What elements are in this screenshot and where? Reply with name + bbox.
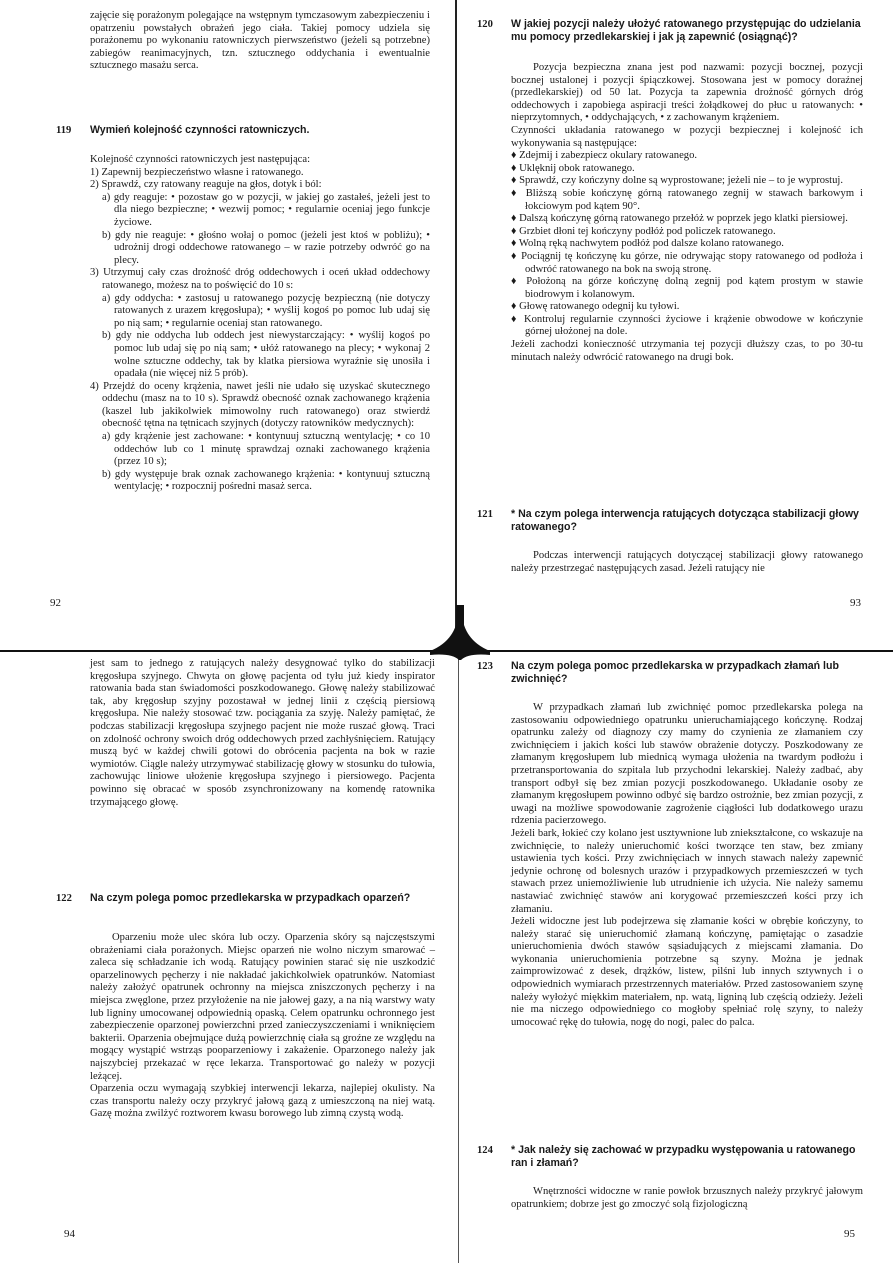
list-item: 4) Przejdź do oceny krążenia, nawet jeśli nie udało się uzyskać skutecznego oddechu (masz na to 10 s). Sprawdź obecność oznak zachowanego krążenia (kaszel lub jakikolwiek mimowolny ruch ratowanego) oraz stwierdź obecność tętna na tętnicach szyjnych (dotyczy ratowników medycznych): (90, 380, 430, 430)
page-95 (473, 656, 873, 1256)
page-number: 93 (850, 597, 861, 609)
question-title: W jakiej pozycji należy ułożyć ratowanego przystępując do udzielania mu pomocy przedlekarskiej i jak ją zapewnić (osiągnąć)? (511, 18, 861, 43)
step-item: ♦ Wolną ręką nachwytem podłóż pod dalsze kolano ratowanego. (511, 238, 784, 250)
paragraph: Jeżeli widoczne jest lub podejrzewa się złamanie kości w obrębie kończyny, to należy starać się unieruchomić złamaną kończynę, pamiętając o zasadzie unieruchomienia dwóch stawów sąsiadujących z miejscami złamania. Do wykonania unieruchomienia potrzebne są szyny. Można je jednak zaimprowizować z desek, drążków, listew, pilśni lub innych sztywnych i o odpowiednich wymiarach przestrzennych materiałów. Przed zastosowaniem szynę należy wyłożyć miękkim materiałem, np. watą, ligniną lub częścią odzieży. Jeżeli nie ma niczego odpowiedniego co mogłoby spełniać rolę szyny, to należy umocować rękę do tułowia, nogę do nogi, palec do palca. (511, 916, 863, 1028)
list-item: a) gdy oddycha: • zastosuj u ratowanego pozycję bezpieczną (nie dotyczy ratowanych z urazem kręgosłupa); • wyślij kogoś po pomoc lub udaj się po nią sam; • regularnie oceniaj stan ratowanego. (102, 292, 430, 329)
step-item: ♦ Pociągnij tę kończynę ku górze, nie odrywając stopy ratowanego od podłoża i odwróć ratowanego na bok na swoją stronę. (511, 250, 863, 275)
page-94 (50, 656, 445, 1256)
question-number: 119 (56, 125, 72, 136)
question-number: 124 (477, 1145, 493, 1156)
paragraph: Jeżeli zachodzi konieczność utrzymania tej pozycji dłuższy czas, to po 30-tu minutach należy odwrócić ratowanego na drugi bok. (511, 339, 863, 363)
question-title: * Na czym polega interwencja ratujących dotycząca stabilizacji głowy ratowanego? (511, 508, 859, 533)
paragraph: Podczas interwencji ratujących dotyczącej stabilizacji głowy ratowanego należy przestrzegać następujących zasad. Jeżeli ratujący nie (511, 550, 863, 574)
question-number: 123 (477, 661, 493, 672)
question-title: * Jak należy się zachować w przypadku występowania u ratowanego ran i złamań? (511, 1144, 856, 1169)
question-title: Wymień kolejność czynności ratowniczych. (90, 124, 310, 136)
step-item: ♦ Sprawdź, czy kończyny dolne są wyprostowane; jeżeli nie – to je wyprostuj. (511, 175, 843, 187)
page-number: 92 (50, 597, 61, 609)
question-number: 122 (56, 893, 72, 904)
question-119 (56, 124, 430, 137)
question-122 (56, 892, 435, 905)
step-item: ♦ Głowę ratowanego odegnij ku tyłowi. (511, 301, 680, 313)
lead-text: Kolejność czynności ratowniczych jest następująca: (90, 154, 311, 165)
intro-paragraph: zajęcie się porażonym polegające na wstępnym tymczasowym zabezpieczeniu i opatrzeniu powstałych obrażeń jego ciała. Takiej pomocy udziela się porażonemu po wykonaniu ratowniczych pierwszeństwo (jeżeli są potrzebne) zabiegów reanimacyjnych, tzn. sztucznego oddychania i ewentualnie sztucznego masażu serca. (90, 10, 430, 72)
question-120 (477, 18, 863, 44)
step-item: ♦ Uklęknij obok ratowanego. (511, 162, 635, 174)
paragraph: Wnętrzności widoczne w ranie powłok brzusznych należy przykryć jałowym opatrunkiem; dobrze jest go zmoczyć solą fizjologiczną (511, 1186, 863, 1210)
question-number: 120 (477, 19, 493, 30)
page-number: 94 (64, 1228, 75, 1240)
list-item: b) gdy nie reaguje: • głośno wołaj o pomoc (jeżeli jest ktoś w pobliżu); • udrożnij drogi oddechowe ratowanego – w razie potrzeby odwróć go na plecy. (102, 229, 430, 266)
list-item: 2) Sprawdź, czy ratowany reaguje na głos, dotyk i ból: (90, 179, 322, 191)
question-title: Na czym polega pomoc przedlekarska w przypadkach złamań lub zwichnięć? (511, 660, 839, 685)
paragraph: Pozycja bezpieczna znana jest pod nazwami: pozycji bocznej, pozycji bocznej ustalonej i pozycji śpiączkowej. Stosowana jest w pomocy doraźnej (przedlekarskiej) od 50 lat. Pozycja ta zapewnia drożność górnych dróg oddechowych i zapobiega aspiracji treści żołądkowej do płuc u ratowanych: • nieprzytomnych, • oddychających, • z zachowanym krążeniem. (511, 62, 863, 124)
paragraph: Oparzeniu może ulec skóra lub oczy. Oparzenia skóry są najczęstszymi obrażeniami ciała porażonych. Miejsc oparzeń nie wolno niczym smarować – zaleca się schładzanie ich wodą. Ratujący powinien starać się nie uszkodzić oparzelinowych pęcherzy i nie nakładać jakichkolwiek opatrunków. Natomiast należy założyć opatrunek ochronny na miejsca zniszczonych pęcherzy i na miejsca zwęglone, przez przyłożenie na nie jałowej gazy, a na nią warstwy waty lub ligniny umocowanej odpowiednią opaską. Celem opatrunku ochronnego jest zabezpieczenie oparzonej powierzchni przed zanieczyszczeniami i wniknięciem bakterii. Oparzenia obejmujące dużą powierzchnię ciała są groźne ze względu na mogący wystąpić wstrząs pooparzeniowy i zakażenie. Oparzonego należy jak najszybciej przekazać w ręce lekarza. Transportować go należy w pozycji leżącej. (90, 932, 435, 1082)
page-93 (473, 0, 873, 622)
paragraph: jest sam to jednego z ratujących należy desygnować tylko do stabilizacji kręgosłupa szyjnego. Chwyta on głowę pacjenta od tyłu już kiedy inspirator ratowania bada stan świadomości poszkodowanego. Głowę należy stabilizować tak, aby kręgosłup szyjny pozostawał w jednej linii z częścią piersiową kręgosłupa. Nie należy stosować tzw. pociągania za szyję. Należy pamiętać, że podczas stabilizacji kręgosłupa szyjnego pacjent nie może ruszać głową. Traci on zdolność ochrony swoich dróg oddechowych przed zachłyśnięciem. Ratujący muszą być w każdej chwili gotowi do obrócenia pacjenta na bok w razie wymiotów. Ciągle należy utrzymywać stabilizację głowy w stosunku do tułowia, zachowując liniowe ułożenie kręgosłupa szyjnego i piersiowego. Pacjenta powinno się obracać w sposób zsynchronizowany na komendę ratownika trzymającego głowę. (90, 658, 435, 808)
question-123 (477, 660, 863, 686)
paragraph: W przypadkach złamań lub zwichnięć pomoc przedlekarska polega na zastosowaniu odpowiedniego opatrunku unieruchamiającego kończynę. Rodzaj opatrunku zależy od diagnozy czy mamy do czynienia ze złamaniem czy zwichnięciem i jakich kości lub stawów obrażenie dotyczy. Poszkodowany ze złamanym kręgosłupem lub miednicą wymaga ułożenia na twardym podłożu i przetransportowania do szpitala lub przychodni lekarskiej. Należy zadbać, aby transport odbył się bez zmian pozycji poszkodowanego. Układanie osoby ze złamanym kręgosłupem powinno odbyć się bardzo ostrożnie, bez zmian pozycji, z uwagi na możliwe spowodowanie zagrożenie ciągłości lub dodatkowego urazu rdzenia pacierzowego. (511, 702, 863, 827)
question-number: 121 (477, 509, 493, 520)
paragraph: Oparzenia oczu wymagają szybkiej interwencji lekarza, najlepiej okulisty. Na czas transportu należy oczy przykryć jałową gazą z umieszczoną na niej watą. Gazę można zwilżyć roztworem kwasu borowego lub zimną czystą wodą. (90, 1083, 435, 1120)
list-item: a) gdy krążenie jest zachowane: • kontynuuj sztuczną wentylację; • co 10 oddechów lub co 1 minutę sprawdzaj oznaki zachowanego krążenia (przez 10 s); (102, 431, 430, 468)
book-spine-line-lower (458, 650, 459, 1263)
question-121 (477, 508, 863, 534)
paragraph: Czynności układania ratowanego w pozycji bezpiecznej i kolejność ich wykonywania są następujące: (511, 124, 863, 149)
list-item: 3) Utrzymuj cały czas drożność dróg oddechowych i oceń układ oddechowy ratowanego, możesz na to poświęcić do 10 s: (90, 267, 430, 291)
step-item: ♦ Grzbiet dłoni tej kończyny podłóż pod policzek ratowanego. (511, 225, 776, 237)
list-item: 1) Zapewnij bezpieczeństwo własne i ratowanego. (90, 166, 304, 178)
list-item: b) gdy nie oddycha lub oddech jest niewystarczający: • wyślij kogoś po pomoc lub udaj się po nią sam; • ułóż ratowanego na plecy; • wykonaj 2 wolne sztuczne oddechy, tak by klatka piersiowa wyraźnie się unosiła i opadała (nie więcej niż 5 prób). (102, 330, 430, 380)
step-item: ♦ Bliższą sobie kończynę górną ratowanego zegnij w stawach barkowym i łokciowym pod kątem 90°. (511, 187, 863, 212)
paragraph: Jeżeli bark, łokieć czy kolano jest usztywnione lub zniekształcone, co wskazuje na zwichnięcie, to należy unieruchomić kości tworzące ten staw, bez zmiany ustawienia tych kości. Przy zwichnięciach w innych stawach należy zapewnić jedynie ochronę od bolesnych urazów i przypadkowych przemieszczeń w tych stawach przez uniemożliwienie lub utrudnienie ich użycia. Nie należy samemu nastawiać zwichnięć stawów ani korygować przemieszczeń kości przy ich złamaniu. (511, 827, 863, 915)
page-92 (50, 0, 445, 622)
list-item: b) gdy występuje brak oznak zachowanego krążenia: • kontynuuj sztuczną wentylację; • rozpocznij pośredni masaż serca. (102, 468, 430, 493)
step-item: ♦ Położoną na górze kończynę dolną zegnij pod kątem prostym w stawie biodrowym i kolanowym. (511, 276, 863, 300)
step-item: ♦ Kontroluj regularnie czynności życiowe i krążenie obwodowe w kończynie górnej ułożonej na dole. (511, 313, 863, 338)
step-item: ♦ Dalszą kończynę górną ratowanego przełóż w poprzek jego klatki piersiowej. (511, 213, 848, 225)
step-item: ♦ Zdejmij i zabezpiecz okulary ratowanego. (511, 150, 698, 162)
list-item: a) gdy reaguje: • pozostaw go w pozycji, w jakiej go zastałeś, jeżeli jest to dla niego bezpieczne; • wezwij pomoc; • regularnie oceniaj jego funkcje życiowe. (102, 191, 430, 228)
question-title: Na czym polega pomoc przedlekarska w przypadkach oparzeń? (90, 892, 411, 904)
page-number: 95 (844, 1228, 855, 1240)
book-spine-line (455, 0, 457, 650)
question-124 (477, 1144, 863, 1170)
